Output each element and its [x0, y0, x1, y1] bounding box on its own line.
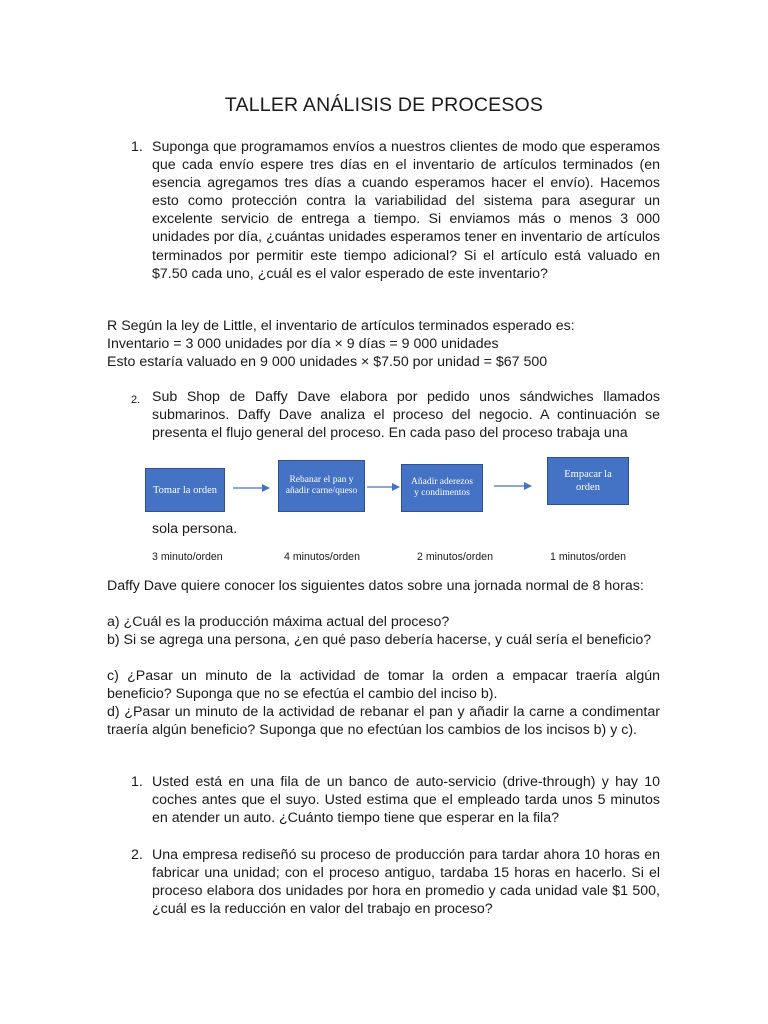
question-number: 1. [131, 774, 143, 790]
answer-line: R Según la ley de Little, el inventario de artículos terminados esperado es: [107, 318, 575, 334]
answer-line: Inventario = 3 000 unidades por día × 9 días = 9 000 unidades [107, 336, 499, 352]
question-intro: Daffy Dave quiere conocer los siguientes datos sobre una jornada normal de 8 horas: [107, 578, 644, 594]
flow-step-take-order: Tomar la orden [145, 468, 225, 512]
flow-step-pack-order: Empacar la orden [547, 457, 629, 505]
step-time: 2 minutos/orden [417, 551, 493, 563]
step-time: 3 minuto/orden [152, 551, 223, 563]
flow-step-slice-bread: Rebanar el pan y añadir carne/queso [278, 460, 365, 512]
step-time: 1 minutos/orden [550, 551, 626, 563]
question-text: Una empresa rediseñó su proceso de producción para tardar ahora 10 horas en fabricar una unidad; con el proceso antiguo, tardaba 15 horas en hacerlo. Si el proceso elabora dos unidades por hora en promedio y cada unidad vale $1 500, ¿cuál es la reducción en valor del trabajo en proceso? [152, 847, 660, 918]
question-text: Usted está en una fila de un banco de auto-servicio (drive-through) y hay 10 coches antes que el suyo. Usted estima que el empleado tarda unos 5 minutos en atender un auto. ¿Cuánto tiempo tiene que esperar en la fila? [152, 774, 660, 827]
question-text-continuation: sola persona. [152, 521, 238, 537]
question-text: Sub Shop de Daffy Dave elabora por pedido unos sándwiches llamados submarinos. Daffy Dave analiza el proceso del negocio. A continuación se presenta el flujo general del proceso. En cada paso del proceso trabaja una [152, 389, 660, 442]
sub-question-b: b) Si se agrega una persona, ¿en qué paso debería hacerse, y cuál sería el beneficio? [107, 632, 652, 648]
step-time: 4 minutos/orden [284, 551, 360, 563]
sub-question-d: d) ¿Pasar un minuto de la actividad de rebanar el pan y añadir la carne a condimentar traería algún beneficio? Suponga que no efectúan los cambios de los incisos b) y c). [107, 704, 660, 739]
question-text: Suponga que programamos envíos a nuestros clientes de modo que esperamos que cada envío espere tres días en el inventario de artículos terminados (en esencia agregamos tres días a cuando esperamos hacer el envío). Hacemos esto como protección contra la variabilidad del sistema para asegurar un excelente servicio de entrega a tiempo. Si enviamos más o menos 3 000 unidades por día, ¿cuántas unidades esperamos tener en inventario de artículos terminados por permitir este tiempo adicional? Si el artículo está valuado en $7.50 cada uno, ¿cuál es el valor esperado de este inventario? [152, 139, 660, 282]
question-number: 1. [131, 139, 143, 155]
answer-line: Esto estaría valuado en 9 000 unidades × $7.50 por unidad = $67 500 [107, 354, 548, 370]
sub-question-c: c) ¿Pasar un minuto de la actividad de tomar la orden a empacar traería algún beneficio? Suponga que no se efectúa el cambio del inciso b). [107, 668, 660, 703]
flow-step-add-dressings: Añadir aderezos y condimentos [401, 464, 483, 512]
sub-question-a: a) ¿Cuál es la producción máxima actual del proceso? [107, 614, 450, 630]
question-number: 2. [131, 394, 141, 406]
question-number: 2. [131, 847, 143, 863]
page-title: TALLER ANÁLISIS DE PROCESOS [224, 94, 544, 116]
